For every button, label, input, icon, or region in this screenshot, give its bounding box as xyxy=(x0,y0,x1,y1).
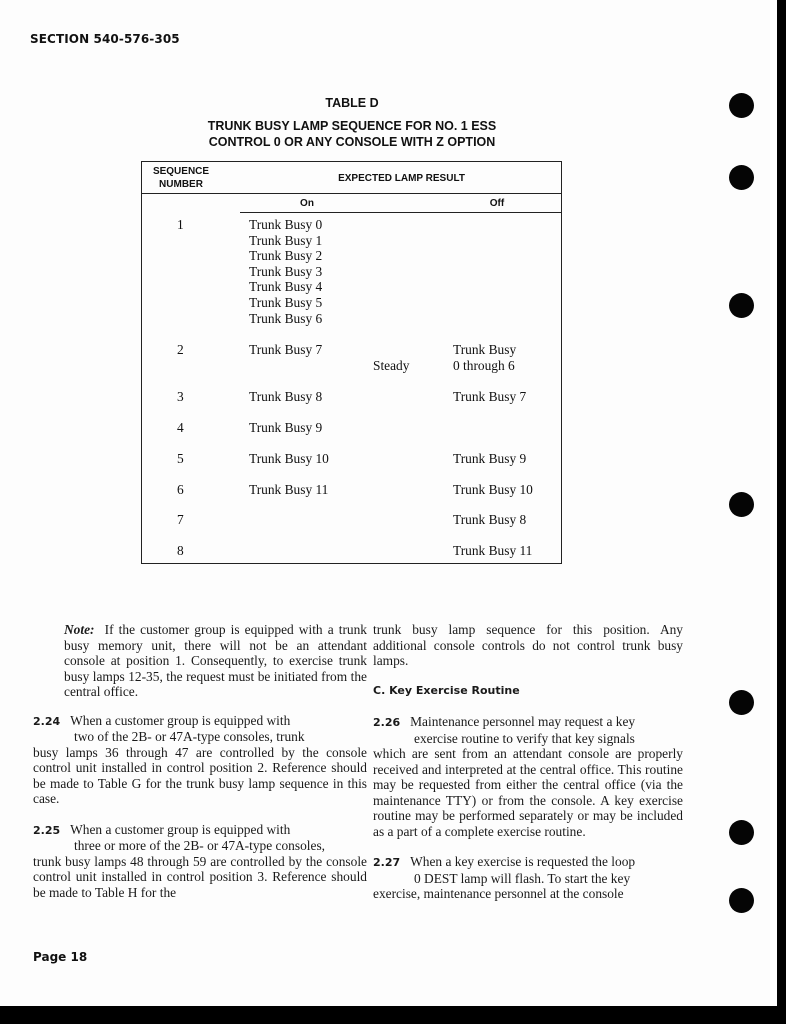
on-lamp: Trunk Busy 5 xyxy=(249,294,323,310)
seq-number: 6 xyxy=(177,482,184,497)
on-lamp: Trunk Busy 1 xyxy=(249,232,323,248)
paragraph-2-24 xyxy=(33,713,367,807)
seq-number: 5 xyxy=(177,451,184,466)
on-lamp: Trunk Busy 0 xyxy=(249,217,323,232)
seq-number: 2 xyxy=(177,342,184,357)
subheader-on: On xyxy=(300,198,314,209)
off-lamp: Trunk Busy 8 xyxy=(453,512,527,527)
paragraph-text: exercise, maintenance personnel at the console xyxy=(373,886,624,901)
table-title-line: CONTROL 0 OR ANY CONSOLE WITH Z OPTION xyxy=(208,134,496,149)
on-lamp: Trunk Busy 4 xyxy=(249,279,323,295)
punch-hole-icon xyxy=(729,888,754,913)
paragraph-text: two of the 2B- or 47A-type consoles, trunk xyxy=(74,729,305,744)
subheader-divider xyxy=(240,212,561,213)
paragraph-text: busy lamps 36 through 47 are controlled by the console control unit installed in control position 2. Reference should be made to Table G for the trunk busy lamp sequence in this case. xyxy=(33,744,367,806)
paragraph-text: exercise routine to verify that key signals xyxy=(414,730,635,746)
left-text-column xyxy=(33,622,367,915)
paragraph-2-27 xyxy=(373,854,683,902)
header-expected-lamp-result: EXPECTED LAMP RESULT xyxy=(338,173,465,184)
punch-hole-icon xyxy=(729,165,754,190)
off-lamp: Trunk Busy xyxy=(453,342,517,357)
paragraph-number: 2.27 xyxy=(373,856,401,869)
punch-hole-icon xyxy=(729,690,754,715)
punch-hole-icon xyxy=(729,492,754,517)
paragraph-text: trunk busy lamps 48 through 59 are controlled by the console control unit installed in control position 3. Reference should be made to Table H for the xyxy=(33,853,367,900)
header-text: NUMBER xyxy=(159,178,203,190)
continued-paragraph: trunk busy lamp sequence for this position. Any additional console controls do not control trunk busy lamps. xyxy=(373,622,683,668)
paragraph-2-26 xyxy=(373,714,683,839)
paragraph-text: three or more of the 2B- or 47A-type consoles, xyxy=(74,838,326,853)
punch-hole-icon xyxy=(729,93,754,118)
paragraph-number: 2.24 xyxy=(33,714,61,728)
on-lamp: Trunk Busy 2 xyxy=(249,248,323,264)
paragraph-text: When a customer group is equipped with xyxy=(70,821,291,837)
on-cell xyxy=(249,217,322,326)
paragraph-2-25 xyxy=(33,822,367,901)
seq-number: 4 xyxy=(177,420,184,435)
note-text: If the customer group is equipped with a trunk busy memory unit, there will not be an attendant console at position 1. Consequently, to exercise trunk busy lamps 12-35, the request must be initiated from the central office. xyxy=(64,622,367,699)
header-text: SEQUENCE xyxy=(152,166,210,177)
note-paragraph xyxy=(33,622,367,700)
off-lamp: Trunk Busy 9 xyxy=(453,451,527,466)
on-lamp: Trunk Busy 8 xyxy=(249,389,323,404)
on-lamp: Trunk Busy 7 xyxy=(249,342,323,357)
subsection-heading: C. Key Exercise Routine xyxy=(373,683,520,697)
table-title xyxy=(140,119,564,150)
seq-number: 3 xyxy=(177,389,184,404)
on-lamp: Trunk Busy 3 xyxy=(249,263,323,279)
off-lamp: Trunk Busy 10 xyxy=(453,482,533,497)
table-label: TABLE D xyxy=(325,96,379,110)
lamp-sequence-table xyxy=(141,161,562,564)
header-sequence-number xyxy=(146,166,216,191)
off-lamp: Trunk Busy 7 xyxy=(453,389,527,404)
on-lamp: Trunk Busy 11 xyxy=(249,482,329,497)
off-cell xyxy=(453,342,516,373)
on-lamp: Trunk Busy 6 xyxy=(249,310,323,326)
seq-number: 7 xyxy=(177,512,184,527)
seq-number: 1 xyxy=(177,217,184,232)
on-lamp: Trunk Busy 10 xyxy=(249,451,329,466)
paragraph-text: 0 DEST lamp will flash. To start the key xyxy=(414,870,631,886)
steady-label: Steady xyxy=(373,358,410,373)
section-header: SECTION 540-576-305 xyxy=(30,32,180,46)
paragraph-number: 2.26 xyxy=(373,716,401,729)
right-text-column xyxy=(373,622,683,917)
off-lamp: Trunk Busy 11 xyxy=(453,543,533,558)
paragraph-text: When a customer group is equipped with xyxy=(70,712,291,728)
paragraph-number: 2.25 xyxy=(33,823,61,837)
header-divider xyxy=(142,193,561,194)
table-title-line: TRUNK BUSY LAMP SEQUENCE FOR NO. 1 ESS xyxy=(207,119,497,133)
punch-hole-icon xyxy=(729,293,754,318)
paragraph-text: Maintenance personnel may request a key xyxy=(410,714,636,729)
paragraph-text: which are sent from an attendant console are properly received and interpreted at the central office. This routine may be requested from either the central office (via the maintenance TTY) or from the console. A key exercise routine may be performed separately or may be included as a part of a complete exercise routine. xyxy=(373,746,683,839)
seq-number: 8 xyxy=(177,543,184,558)
page-number: Page 18 xyxy=(33,950,88,964)
on-lamp: Trunk Busy 9 xyxy=(249,420,323,435)
off-lamp: 0 through 6 xyxy=(453,357,515,373)
paragraph-text: When a key exercise is requested the loop xyxy=(410,854,636,869)
subheader-off: Off xyxy=(489,198,505,209)
punch-hole-icon xyxy=(729,820,754,845)
note-label: Note: xyxy=(64,622,95,637)
